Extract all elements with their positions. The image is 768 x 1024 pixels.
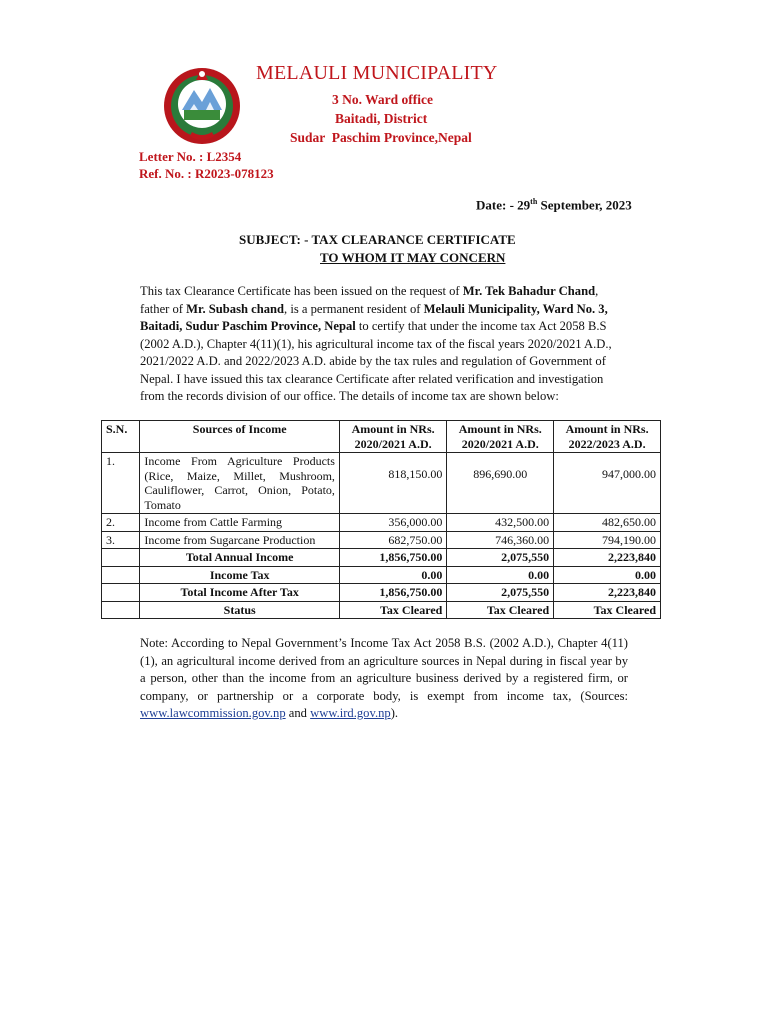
body-text-1: This tax Clearance Certificate has been issued on the request of: [140, 284, 463, 298]
district-name: Baitadi, District: [335, 111, 428, 126]
note-and: and: [285, 706, 311, 720]
header-amount-2: Amount in NRs. 2020/2021 A.D.: [447, 421, 554, 453]
organization-name: MELAULI MUNICIPALITY: [256, 62, 498, 84]
table-header-row: [102, 421, 661, 453]
body-text-3: , is a permanent resident of: [284, 301, 424, 316]
total-row: Income Tax 0.00 0.00 0.00: [102, 566, 661, 584]
concern-line: TO WHOM IT MAY CONCERN: [320, 250, 506, 265]
date-suffix-sup: th: [530, 197, 538, 206]
total-row: Total Annual Income 1,856,750.00 2,075,550 2,223,840: [102, 549, 661, 567]
table-row: 3. Income from Sugarcane Production 682,750.00 746,360.00 794,190.00: [102, 531, 661, 549]
nepal-emblem-icon: [160, 62, 244, 146]
date-rest: September, 2023: [537, 197, 632, 213]
date-line: [476, 197, 632, 213]
ward-office: 3 No. Ward office: [332, 92, 433, 107]
applicant-name: Mr. Tek Bahadur Chand: [462, 284, 596, 298]
header-sn: S.N.: [102, 421, 140, 453]
table-row: 2. Income from Cattle Farming 356,000.00 432,500.00 482,650.00: [102, 514, 661, 532]
header-source: Sources of Income: [140, 421, 340, 453]
status-row: Status Tax Cleared Tax Cleared Tax Cleared: [102, 601, 661, 619]
letter-number: Letter No. : L2354: [139, 149, 242, 164]
resident-address: Melauli Municipality, Ward No. 3, Baitadi, Sudur Paschim Province, Nepal: [140, 301, 608, 333]
header-amount-3: Amount in NRs. 2022/2023 A.D.: [554, 421, 661, 453]
note-paragraph: [140, 635, 628, 723]
subject-line: SUBJECT: - TAX CLEARANCE CERTIFICATE: [239, 232, 516, 247]
son-name: Mr. Subash chand: [186, 301, 285, 316]
province-name: Sudar Paschim Province,Nepal: [290, 130, 472, 145]
note-end: ).: [390, 706, 399, 720]
total-row: Total Income After Tax 1,856,750.00 2,075,550 2,223,840: [102, 584, 661, 602]
ird-link[interactable]: www.ird.gov.np: [310, 706, 391, 720]
table-row: 1. Income From Agriculture Products (Rice, Maize, Millet, Mushroom, Cauliflower, Carrot, Onion, Potato, Tomato 818,150.00 896,690.00 947,000.00: [102, 453, 661, 514]
income-table: [101, 420, 661, 619]
body-paragraph: [140, 283, 628, 406]
reference-number: Ref. No. : R2023-078123: [139, 166, 274, 181]
note-text: Note: According to Nepal Government’s Income Tax Act 2058 B.S. (2002 A.D.), Chapter 4(11)(1), an agricultural income derived from an agriculture sources in Nepal during in fiscal year by a person, other than the income from an agriculture business derived by a registered firm, or company, or partnership or a corporate body, is exempt from income tax, (Sources:: [140, 636, 628, 703]
header-amount-1: Amount in NRs. 2020/2021 A.D.: [339, 421, 446, 453]
lawcommission-link[interactable]: www.lawcommission.gov.np: [140, 706, 286, 720]
body-text-4: to certify that under the income tax Act 2058 B.S (2002 A.D.), Chapter 4(11)(1), his agricultural income tax of the fiscal years 2020/2021 A.D., 2021/2022 A.D. and 2022/2023 A.D. abide by the tax rules and regulation of Government of Nepal. I have issued this tax clearance Certificate after related verification and investigation from the records division of our office. The details of income tax are shown below:: [140, 319, 612, 403]
body-text-2: , father of: [140, 284, 599, 316]
date-prefix: Date: - 29: [476, 197, 531, 213]
